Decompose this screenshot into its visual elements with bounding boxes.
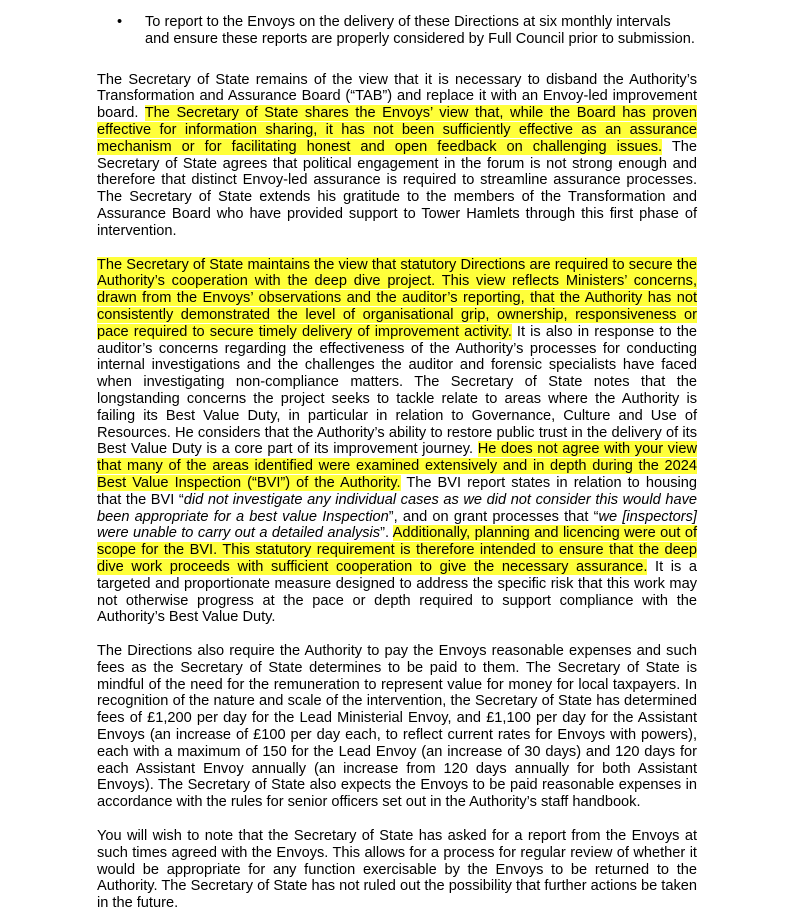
p1-text-a: The Secretary of State remains of the view that it is necessary to disband the Authority’s Transformation and Assurance Board (“TAB”) and replace it with an Envoy-led improvement board. xyxy=(97,71,697,122)
paragraph-reporting: You will wish to note that the Secretary of State has asked for a report from the Envoys at such times agreed with the Envoys. This allows for a process for regular review of whether it would be appropriate for any function exercisable by the Envoys to be returned to the Authority. The Secretary of State has not ruled out the possibility that further actions be taken in the future. xyxy=(97,828,697,912)
p2-quote-housing: did not investigate any individual cases as we did not consider this would have been appropriate for a best value Inspection xyxy=(97,491,697,525)
bullet-item xyxy=(117,14,697,48)
p2-text-b: It is also in response to the auditor’s concerns regarding the effectiveness of the Authority’s processes for conducting internal investigations and the challenges the auditor and forensic specialists have faced when investigating non-compliance matters. The Secretary of State notes that the longstanding concerns the project seeks to tackle relate to areas where the Authority is failing its Best Value Duty, in particular in relation to Governance, Culture and Use of Resources. He considers that the Authority’s ability to restore public trust in the delivery of its Best Value Duty is a core part of its improvement journey. xyxy=(97,323,697,458)
p1-text-c: The Secretary of State agrees that political engagement in the forum is not strong enough and therefore that distinct Envoy-led assurance is required to streamline assurance processes. The Secretary of State extends his gratitude to the members of the Transformation and Assurance Board who have provided support to Tower Hamlets through this first phase of intervention. xyxy=(97,138,697,239)
p2-highlight-i: Additionally, planning and licencing were out of scope for the BVI. This statutory requirement is therefore intended to ensure that the deep dive work proceeds with sufficient cooperation to give the necessary assurance. xyxy=(97,525,698,575)
p2-text-d: The BVI report states in relation to housing that the BVI “ xyxy=(97,474,697,508)
bullet-dot-icon: • xyxy=(117,14,123,30)
paragraph-fees: The Directions also require the Authority to pay the Envoys reasonable expenses and such fees as the Secretary of State determines to be paid to them. The Secretary of State is mindful of the need for the remuneration to represent value for money for local taxpayers. In recognition of the nature and scale of the intervention, the Secretary of State has determined fees of £1,200 per day for the Lead Ministerial Envoy, and £1,100 per day for the Assistant Envoys (an increase of £100 per day each, to reflect current rates for Envoys with powers), each with a maximum of 150 for the Lead Envoy (an increase of 30 days) and 120 days for each Assistant Envoy annually (an increase from 120 days annually for both Assistant Envoys). The Secretary of State also expects the Envoys to be paid reasonable expenses in accordance with the rules for senior officers set out in the Authority’s staff handbook. xyxy=(97,643,697,811)
bullet-text: To report to the Envoys on the delivery of these Directions at six monthly intervals and ensure these reports are properly considered by Full Council prior to submission. xyxy=(145,14,695,47)
p2-quote-grants: we [inspectors] were unable to carry out a detailed analysis xyxy=(97,508,697,542)
paragraph-deep-dive xyxy=(97,257,697,627)
p2-highlight-a: The Secretary of State maintains the view that statutory Directions are required to secure the Authority’s cooperation with the deep dive project. This view reflects Ministers’ concerns, drawn from the Envoys’ observations and the auditor’s reporting, that the Authority has not consistently demonstrated the level of organisational grip, ownership, responsiveness or pace required to secure timely delivery of improvement activity. xyxy=(97,256,697,340)
p1-highlight: The Secretary of State shares the Envoys’ view that, while the Board has proven effective for information sharing, it has not been sufficiently effective as an assurance mechanism or for facilitating honest and open feedback on challenging issues. xyxy=(97,105,697,155)
paragraph-tab xyxy=(97,72,697,240)
p2-text-j: It is a targeted and proportionate measure designed to address the specific risk that this work may not otherwise progress at the pace or depth required to support compliance with the Authority’s Best Value Duty. xyxy=(97,558,698,626)
p2-text-h: ”. xyxy=(380,525,390,542)
p2-text-f: ”, and on grant processes that “ xyxy=(388,508,599,525)
p2-highlight-c: He does not agree with your view that many of the areas identified were examined extensively and in depth during the 2024 Best Value Inspection (“BVI”) of the Authority. xyxy=(97,441,698,491)
